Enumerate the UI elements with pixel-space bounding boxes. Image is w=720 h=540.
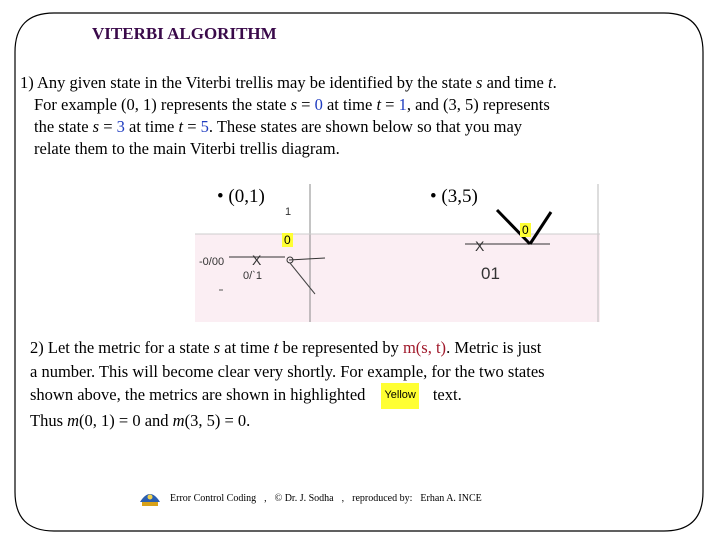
p1-line-2: For example (0, 1) represents the state s = 0 at time t = 1, and (3, 5) represents [34, 95, 550, 114]
yellow-sample-box: Yellow [381, 383, 418, 409]
metric-highlight-3-5: 0 [522, 223, 529, 237]
p2-line-4: Thus m(0, 1) = 0 and m(3, 5) = 0. [30, 410, 251, 430]
footer-reproduced: reproduced by: [352, 492, 413, 504]
top-branch-mark: 1 [285, 206, 292, 218]
p2-line-2: a number. This will become clear very shortly. For example, for the two states [30, 361, 545, 381]
university-logo-icon [138, 488, 162, 508]
footer-course: Error Control Coding [170, 492, 257, 504]
paragraph-2 [30, 336, 690, 432]
footer-separator-2: , [341, 492, 345, 504]
branch-code-left: 0/`1 [243, 270, 262, 282]
state-label-3-5: • (3,5) [430, 186, 478, 207]
trellis-state-figure [195, 184, 600, 322]
p2-line-1: 2) Let the metric for a state s at time t be represented by m(s, t). Metric is just [30, 338, 542, 357]
branch-code-right: 01 [481, 264, 500, 283]
cross-mark-right: X [475, 238, 485, 254]
slide-title: VITERBI ALGORITHM [92, 24, 277, 43]
footer-author: © Dr. J. Sodha [274, 492, 334, 504]
p1-line-4: relate them to the main Viterbi trellis diagram. [34, 139, 340, 158]
cross-mark-left: X [252, 252, 262, 268]
slide-footer [138, 488, 490, 508]
state-code-left: -0/00 [199, 256, 225, 268]
p1-line-3: the state s = 3 at time t = 5. These states are shown below so that you may [34, 117, 523, 136]
p1-line-1: 1) Any given state in the Viterbi trellis may be identified by the state s and time t. [20, 73, 557, 92]
footer-separator-1: , [264, 492, 267, 504]
metric-highlight-0-1: 0 [284, 233, 291, 247]
p2-line-3: shown above, the metrics are shown in highlighted Yellow text. [30, 383, 690, 409]
state-label-0-1: • (0,1) [217, 186, 265, 207]
footer-name: Erhan A. INCE [420, 492, 482, 504]
paragraph-1 [20, 72, 690, 160]
